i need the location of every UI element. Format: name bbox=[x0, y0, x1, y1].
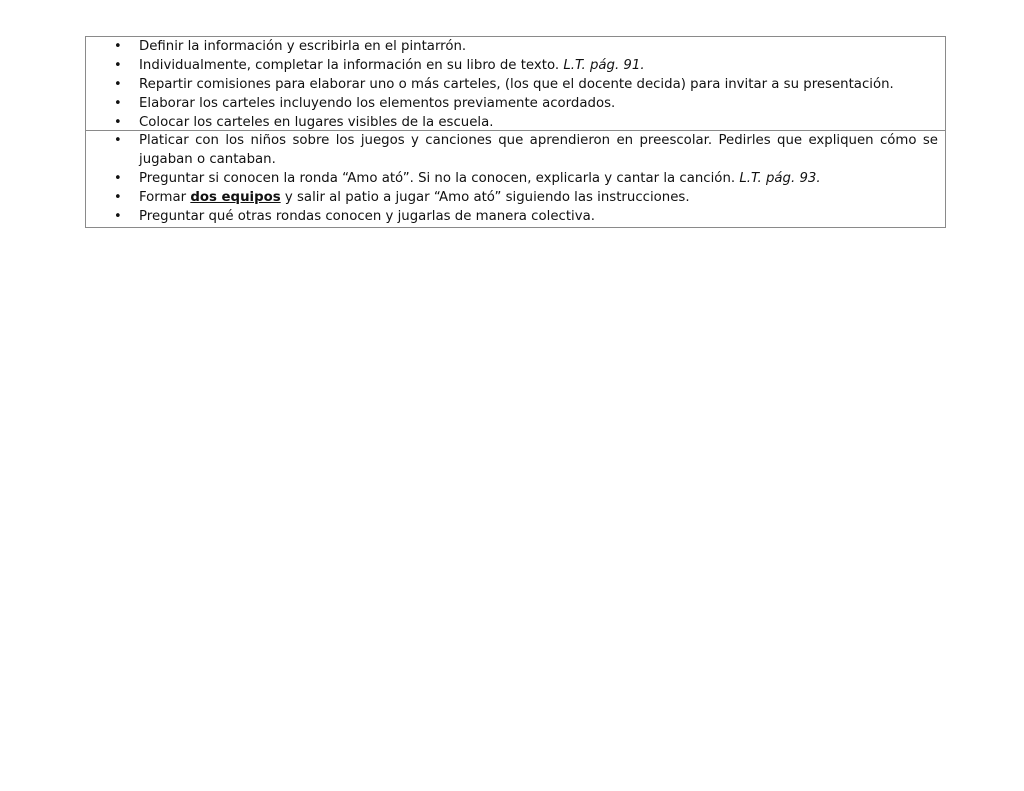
list-item: • Formar dos equipos y salir al patio a jugar “Amo ató” siguiendo las instrucciones. bbox=[86, 188, 945, 207]
list-item: • Preguntar si conocen la ronda “Amo ató”. Si no la conocen, explicarla y cantar la canción. L.T. pág. 93. bbox=[86, 169, 945, 188]
textbook-reference: L.T. pág. 91. bbox=[563, 58, 645, 73]
list-item: • Elaborar los carteles incluyendo los elementos previamente acordados. bbox=[86, 94, 945, 113]
list-item: • Platicar con los niños sobre los juegos y canciones que aprendieron en preescolar. Pedirles que expliquen cómo se jugaban o cantaban. bbox=[86, 131, 945, 169]
activity-list bbox=[86, 131, 945, 226]
textbook-reference: L.T. pág. 93. bbox=[739, 171, 821, 186]
list-item: • Colocar los carteles en lugares visibles de la escuela. bbox=[86, 113, 945, 132]
list-item: • Individualmente, completar la información en su libro de texto. L.T. pág. 91. bbox=[86, 56, 945, 75]
table-row bbox=[86, 131, 945, 227]
activity-list bbox=[86, 37, 945, 132]
list-item: • Definir la información y escribirla en el pintarrón. bbox=[86, 37, 945, 56]
list-item: • Repartir comisiones para elaborar uno o más carteles, (los que el docente decida) para invitar a su presentación. bbox=[86, 75, 945, 94]
emphasis-text: dos equipos bbox=[190, 190, 281, 205]
table-row bbox=[86, 37, 945, 131]
list-item: • Preguntar qué otras rondas conocen y jugarlas de manera colectiva. bbox=[86, 207, 945, 226]
activity-table bbox=[85, 36, 946, 228]
